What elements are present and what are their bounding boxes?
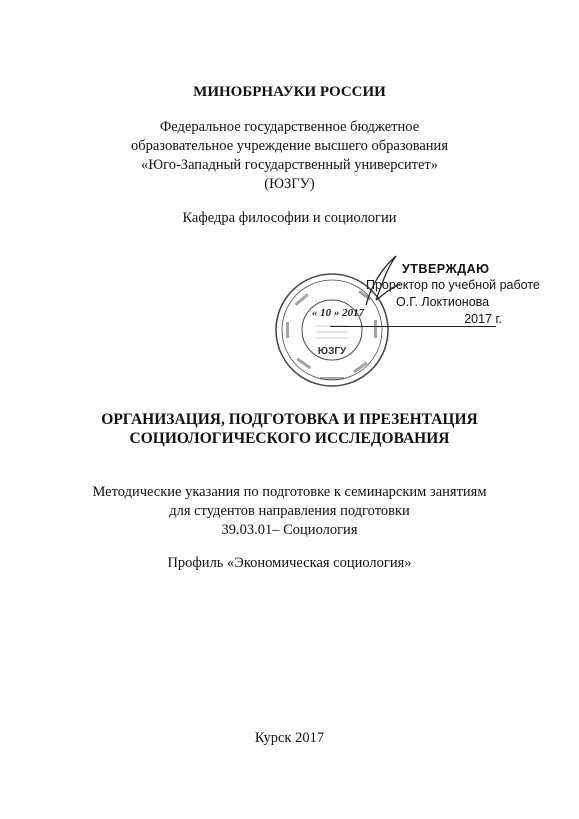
title-line: ОРГАНИЗАЦИЯ, ПОДГОТОВКА И ПРЕЗЕНТАЦИЯ: [101, 411, 478, 428]
approval-date-line: [330, 312, 502, 327]
guide-line: Методические указания по подготовке к семинарским занятиям: [92, 484, 487, 500]
ministry-heading: МИНОБРНАУКИ РОССИИ: [193, 84, 386, 100]
seal-date-text: « 10 » 2017: [311, 307, 365, 319]
profile-line: Профиль «Экономическая социология»: [167, 555, 412, 571]
university-line: образовательное учреждение высшего образования: [130, 138, 448, 154]
university-line: «Юго-Западный государственный университет»: [140, 157, 439, 173]
approval-role: Проректор по учебной работе: [366, 278, 540, 292]
city-year: Курск 2017: [254, 730, 325, 746]
approval-date: 2017 г.: [464, 312, 502, 326]
university-block: [0, 118, 579, 194]
approval-name: О.Г. Локтионова: [396, 295, 490, 309]
document-title: [0, 410, 579, 448]
university-abbrev: (ЮЗГУ): [264, 176, 315, 192]
seal-center-text: ЮЗГУ: [317, 346, 347, 357]
guide-description: [0, 483, 579, 540]
signature-mark: [356, 250, 406, 310]
guide-line: для студентов направления подготовки: [169, 503, 410, 519]
university-line: Федеральное государственное бюджетное: [159, 119, 420, 135]
title-line: СОЦИОЛОГИЧЕСКОГО ИССЛЕДОВАНИЯ: [129, 430, 450, 447]
guide-line: 39.03.01– Социология: [221, 522, 358, 538]
approval-heading: УТВЕРЖДАЮ: [402, 262, 490, 276]
department-name: Кафедра философии и социологии: [182, 210, 397, 226]
